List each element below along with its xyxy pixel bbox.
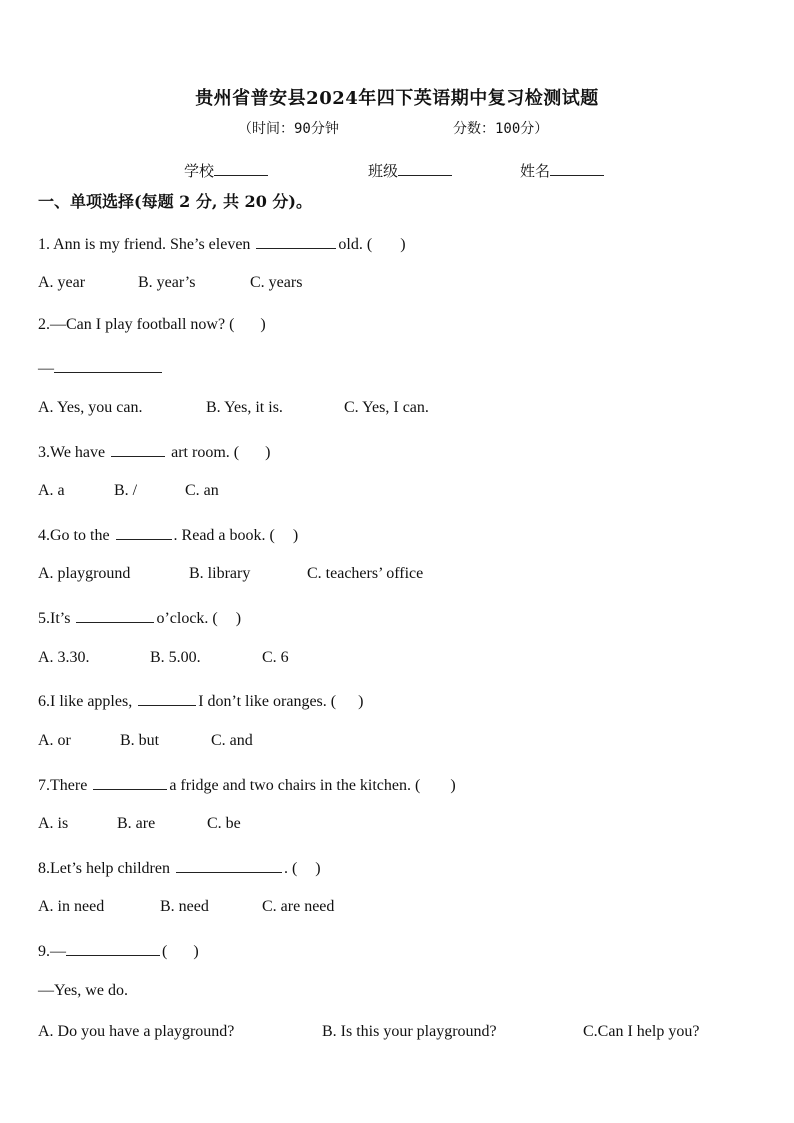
name-blank[interactable] (550, 161, 604, 176)
question-3: 3.We have art room. ( ) (38, 441, 270, 462)
question-9: 9.— ( ) (38, 940, 199, 961)
option-c[interactable]: C. teachers’ office (307, 565, 424, 582)
option-a[interactable]: A. is (38, 815, 69, 832)
question-2: 2.—Can I play football now? ( ) (38, 316, 266, 333)
option-a[interactable]: A. Do you have a playground? (38, 1023, 235, 1040)
question-4: 4.Go to the . Read a book. ( ) (38, 524, 298, 545)
option-b[interactable]: B. / (114, 482, 138, 499)
school-label: 学校 (184, 162, 215, 180)
question-2-answer: — (38, 357, 164, 378)
exam-time: （时间：90分钟 (238, 121, 339, 137)
answer-blank[interactable] (116, 524, 172, 540)
option-b[interactable]: B. Yes, it is. (206, 399, 283, 416)
question-1: 1. Ann is my friend. She’s eleven old. ( ) (38, 233, 406, 254)
school-field (184, 160, 268, 181)
option-a[interactable]: A. Yes, you can. (38, 399, 143, 416)
class-field (368, 160, 452, 181)
option-b[interactable]: B. but (120, 732, 160, 749)
option-c[interactable]: C. are need (262, 898, 335, 915)
option-c[interactable]: C. and (211, 732, 253, 749)
question-9-answer: —Yes, we do. (38, 982, 128, 999)
option-c[interactable]: C. an (185, 482, 219, 499)
school-blank[interactable] (214, 161, 268, 176)
option-c[interactable]: C. Yes, I can. (344, 399, 429, 416)
name-field (520, 160, 604, 181)
option-b[interactable]: B. Is this your playground? (322, 1023, 497, 1040)
option-a[interactable]: A. year (38, 274, 86, 291)
class-label: 班级 (368, 162, 399, 180)
question-8: 8.Let’s help children . ( ) (38, 857, 321, 878)
option-c[interactable]: C. years (250, 274, 303, 291)
exam-score: 分数：100分） (453, 121, 549, 137)
question-6: 6.I like apples, I don’t like oranges. ( ) (38, 690, 363, 711)
option-b[interactable]: B. year’s (138, 274, 196, 291)
option-a[interactable]: A. a (38, 482, 65, 499)
answer-blank[interactable] (93, 774, 167, 790)
name-label: 姓名 (520, 162, 551, 180)
class-blank[interactable] (398, 161, 452, 176)
option-b[interactable]: B. are (117, 815, 156, 832)
option-c[interactable]: C.Can I help you? (583, 1023, 700, 1040)
option-a[interactable]: A. in need (38, 898, 105, 915)
answer-blank[interactable] (66, 940, 160, 956)
option-c[interactable]: C. be (207, 815, 241, 832)
answer-blank[interactable] (76, 607, 154, 623)
section-heading: 一、单项选择(每题 2 分, 共 20 分)。 (38, 192, 312, 211)
answer-blank[interactable] (176, 857, 282, 873)
option-a[interactable]: A. playground (38, 565, 131, 582)
option-a[interactable]: A. 3.30. (38, 649, 90, 666)
option-b[interactable]: B. need (160, 898, 209, 915)
option-c[interactable]: C. 6 (262, 649, 289, 666)
option-a[interactable]: A. or (38, 732, 71, 749)
option-b[interactable]: B. library (189, 565, 251, 582)
answer-blank[interactable] (256, 233, 336, 249)
answer-blank[interactable] (138, 690, 196, 706)
question-5: 5.It’s o’clock. ( ) (38, 607, 241, 628)
question-7: 7.There a fridge and two chairs in the kitchen. ( ) (38, 774, 456, 795)
option-b[interactable]: B. 5.00. (150, 649, 201, 666)
page-title: 贵州省普安县2024年四下英语期中复习检测试题 (195, 88, 599, 109)
answer-blank[interactable] (111, 441, 165, 457)
answer-blank[interactable] (54, 357, 162, 373)
